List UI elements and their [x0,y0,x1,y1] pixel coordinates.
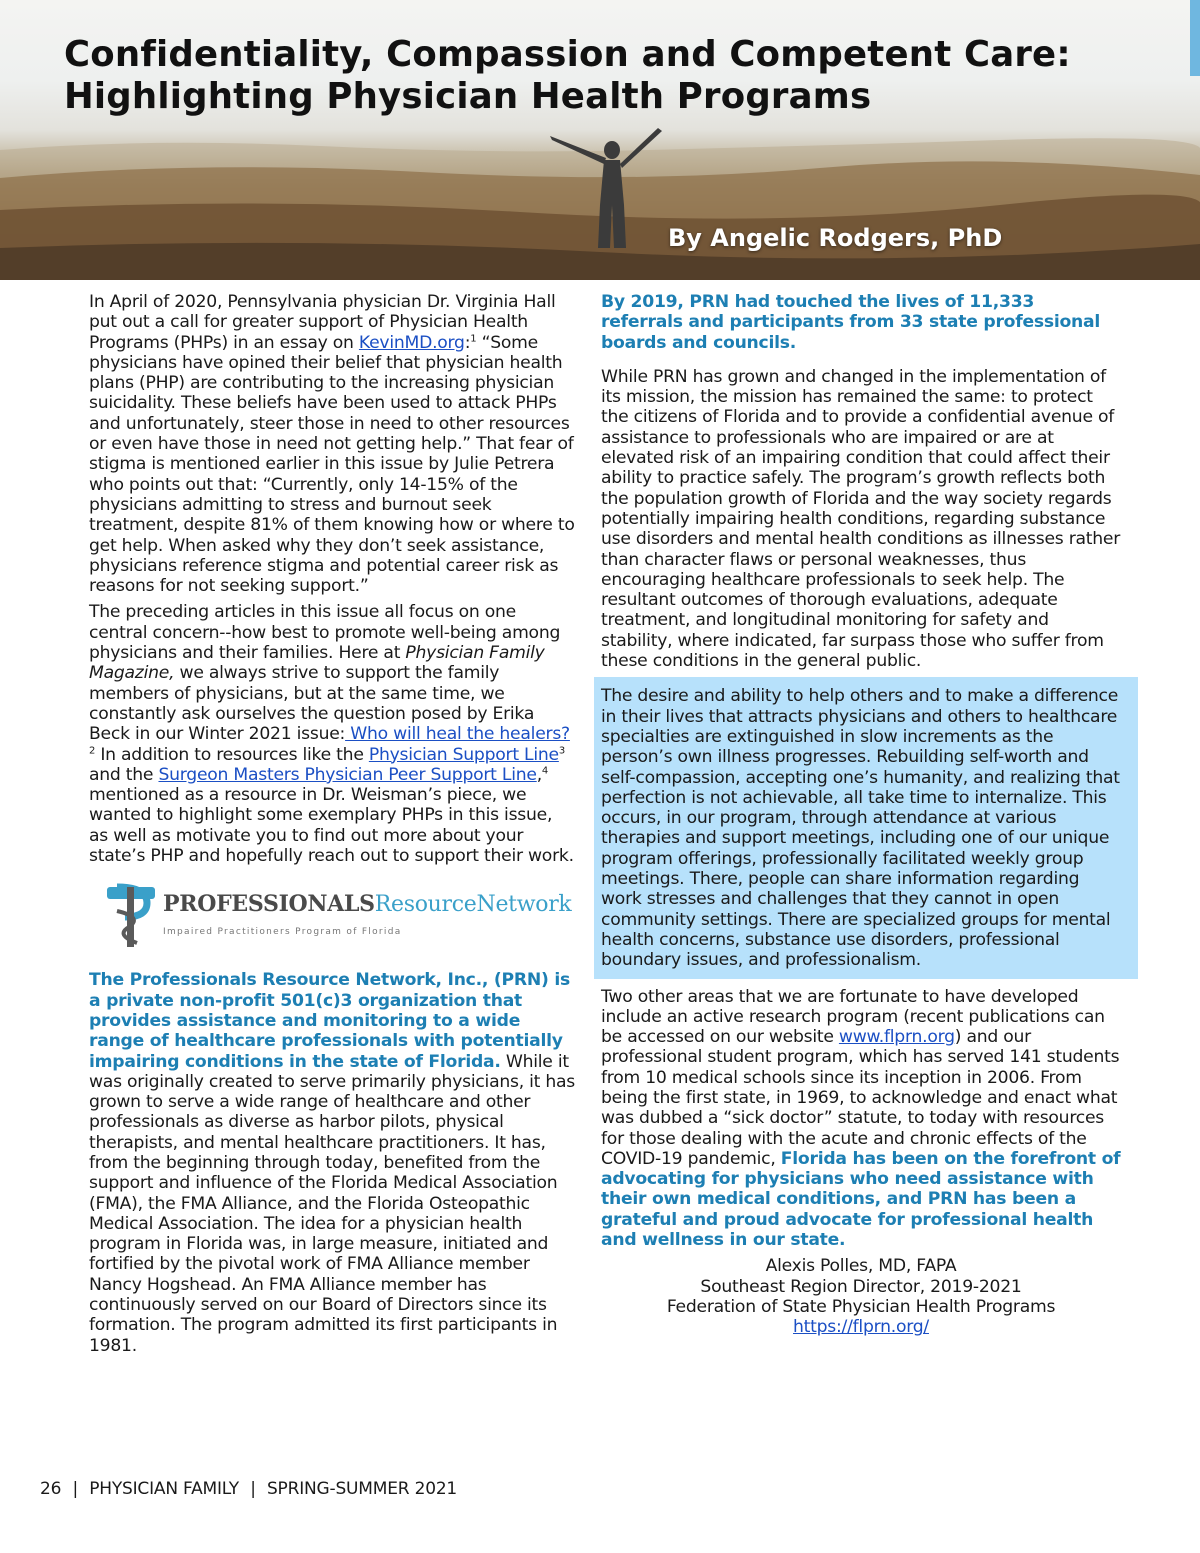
page-footer [40,1479,463,1499]
link-flprn[interactable]: www.flprn.org [838,1027,955,1048]
logo-tagline: Impaired Practitioners Program of Florida [163,926,402,937]
logo-wordmark: PROFESSIONALSResourceNetwork [163,890,572,917]
right-column [601,292,1121,1338]
magazine-title: PHYSICIAN FAMILY [89,1479,239,1499]
footnote-ref-1: 1 [470,332,477,344]
byline: By Angelic Rodgers, PhD [668,224,1003,252]
hero-banner [0,0,1200,280]
link-kevinmd[interactable]: KevinMD.org [358,332,465,353]
stat-callout: By 2019, PRN had touched the lives of 11,333 referrals and participants from 33 state professional boards and councils. [601,292,1100,353]
link-who-will-heal[interactable]: Who will heal the healers? [345,724,570,745]
paragraph-mission: While PRN has grown and changed in the implementation of its mission, the mission has remained the same: to protect the citizens of Florida and to provide a confidential avenue of assistance to professionals who are impaired or are at elevated risk of an impairing condition that could affect their ability to practice safely. The program’s growth reflects both the population growth of Florida and the way society regards potentially impairing health conditions, regarding substance use disorders and mental health conditions as illnesses rather than character flaws or personal weaknesses, thus encouraging healthcare professionals to seek help. The resultant outcomes of thorough evaluations, adequate treatment, and longitudinal monitoring for safety and stability, where indicated, far surpass those who suffer from these conditions in the general public. [601,366,1121,672]
link-flprn-url[interactable]: https://flprn.org/ [793,1317,929,1338]
highlight-box: The desire and ability to help others and to make a difference in their lives that attracts physicians and others to healthcare specialties are extinguished in slow increments as the person’s own illness progresses. Rebuilding self-worth and self-compassion, accepting one’s humanity, and realizing that perfection is not achievable, all take time to internalize. This occurs, in our program, through attendance at various therapies and support meetings, including one of our unique program offerings, professionally facilitated weekly group meetings. There, people can share information regarding work stresses and challenges that they cannot in open community settings. There are specialized groups for mental health concerns, substance use disorders, professional boundary issues, and professionalism. [594,677,1138,978]
paragraph-research: Two other areas that we are fortunate to have developed include an active research program (recent publications can be accessed on our website www.flprn.org) and our professional student program, which has served 141 students from 10 medical schools since its inception in 2006. From being the first state, in 1969, to acknowledge and enact what was dubbed a “sick doctor” statute, to today with resources for those dealing with the acute and chronic effects of the COVID-19 pandemic, Florida has been on the forefront of advocating for physicians who need assistance with their own medical conditions, and PRN has been a grateful and proud advocate for professional health and wellness in our state. [601,986,1121,1251]
signature-role: Southeast Region Director, 2019-2021 [700,1276,1022,1297]
caduceus-logo-icon [103,881,159,951]
page-number: 26 [40,1479,62,1499]
signature-block [601,1256,1121,1337]
footnote-ref-4: 4 [541,765,549,777]
link-physician-support-line[interactable]: Physician Support Line [368,744,559,765]
paragraph-context: The preceding articles in this issue all focus on one central concern--how best to promote well-being among physicians and their families. Here at Physician Family Magazine, we always strive to support the family members of physicians, but at the same time, we constantly ask ourselves the question posed by Erika Beck in our Winter 2021 issue: Who will heal the healers?$^2$ In addition to resources like the Physician Support Line$^3$ and the Surgeon Masters Physician Peer Support Line,$^4$ mentioned as a resource in Dr. Weisman’s piece, we wanted to highlight some exemplary PHPs in this issue, as well as motivate you to find out more about your state’s PHP and hopefully reach out to support their work. [89,602,574,867]
title-line-1: Confidentiality, Compassion and Competent Care: [64,34,1071,75]
paragraph-prn-about: The Professionals Resource Network, Inc., (PRN) is a private non-profit 501(c)3 organization that provides assistance and monitoring to a wide range of healthcare professionals with potentially impairing conditions in the state of Florida. While it was originally created to serve primarily physicians, it has grown to serve a wide range of healthcare and other professionals as diverse as harbor pilots, physical therapists, and mental healthcare practitioners. It has, from the beginning through today, benefited from the support and influence of the Florida Medical Association (FMA), the FMA Alliance, and the Florida Osteopathic Medical Association. The idea for a physician health program in Florida was, in large measure, initiated and fortified by the pivotal work of FMA Alliance member Nancy Hogshead. An FMA Alliance member has continuously served on our Board of Directors since its formation. The program admitted its first participants in 1981. [89,970,575,1356]
magazine-name: Physician Family Magazine, [89,643,545,684]
article-title [64,34,1071,118]
left-column [89,292,575,1362]
page-edge-tab [1190,0,1200,76]
footnote-ref-3: 3 [558,744,565,756]
closing-lead-statement: Florida has been on the forefront of advocating for physicians who need assistance with their own medical conditions, and PRN has been a grateful and proud advocate for professional health and wellness in our state. [601,1148,1121,1251]
signature-org: Federation of State Physician Health Programs [666,1296,1056,1317]
footnote-ref-2: 2 [89,744,96,756]
link-surgeon-masters[interactable]: Surgeon Masters Physician Peer Support Line [158,764,537,785]
paragraph-intro: In April of 2020, Pennsylvania physician Dr. Virginia Hall put out a call for greater support of Physician Health Programs (PHPs) in an essay on KevinMD.org:$^1$ “Some physicians have opined their belief that physician health plans (PHP) are contributing to the increasing physician suicidality. These beliefs have been used to attack PHPs and unfortunately, steer those in need to other resources or even have those in need not getting help.” That fear of stigma is mentioned earlier in this issue by Julie Petrera who points out that: “Currently, only 14-15% of the physicians admitting to stress and burnout seek treatment, despite 81% of them knowing how or where to get help. When asked why they don’t seek assistance, physicians reference stigma and potential career risk as reasons for not seeking support.” [89,292,575,597]
prn-logo [103,880,575,952]
footer-separator: | [72,1479,78,1499]
signature-name: Alexis Polles, MD, FAPA [765,1256,957,1277]
title-line-2: Highlighting Physician Health Programs [64,76,872,117]
issue-label: SPRING-SUMMER 2021 [266,1479,458,1499]
footer-separator: | [250,1479,256,1499]
prn-lead-statement: The Professionals Resource Network, Inc., (PRN) is a private non-profit 501(c)3 organization that provides assistance and monitoring to a wide range of healthcare professionals with potentially impairing conditions in the state of Florida. [89,970,570,1072]
